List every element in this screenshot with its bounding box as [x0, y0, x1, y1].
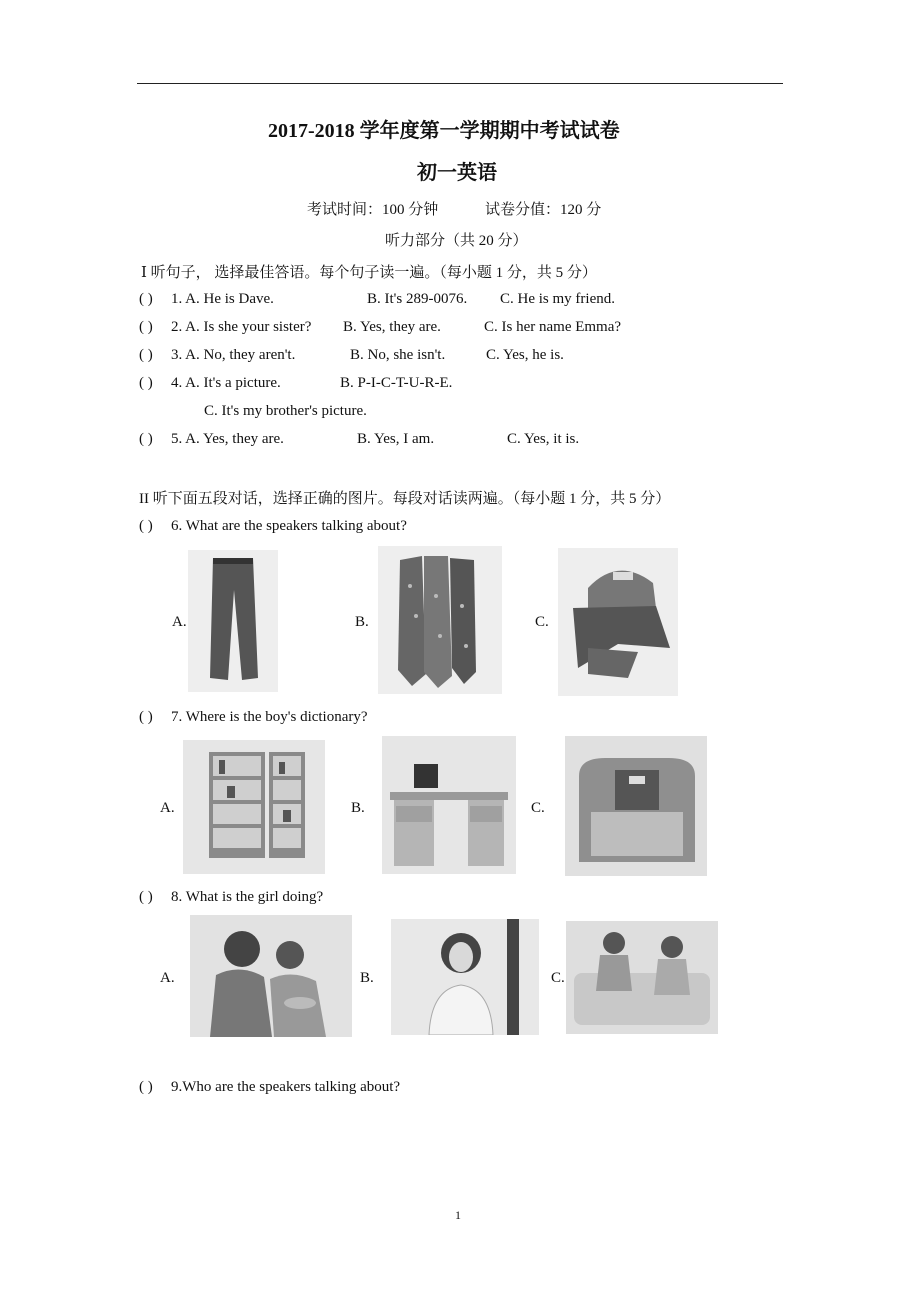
answer-blank[interactable]: ( ) — [139, 889, 153, 905]
answer-blank[interactable]: ( ) — [139, 518, 153, 534]
girls-eating-picture[interactable] — [190, 915, 352, 1037]
q4-option-b: B. P-I-C-T-U-R-E. — [340, 375, 453, 391]
jeans-picture[interactable] — [188, 550, 278, 692]
header-rule — [137, 83, 783, 84]
page-number: 1 — [455, 1208, 461, 1222]
q6-label-c: C. — [535, 614, 549, 630]
q3-option-b: B. No, she isn't. — [350, 347, 446, 363]
q1-option-c: C. He is my friend. — [500, 291, 615, 307]
q9-question: 9.Who are the speakers talking about? — [171, 1079, 401, 1095]
answer-blank[interactable]: ( ) — [139, 1079, 153, 1095]
ties-picture[interactable] — [378, 546, 502, 694]
q8-label-a: A. — [160, 970, 175, 986]
q1-option-b: B. It's 289-0076. — [367, 291, 468, 307]
q7-question: 7. Where is the boy's dictionary? — [171, 709, 368, 725]
q1-option-a: 1. A. He is Dave. — [171, 291, 274, 307]
q7-label-a: A. — [160, 800, 175, 816]
listening-heading: 听力部分（共 20 分） — [385, 233, 528, 249]
answer-blank[interactable]: ( ) — [139, 375, 153, 391]
answer-blank[interactable]: ( ) — [139, 291, 153, 307]
q8-question: 8. What is the girl doing? — [171, 889, 324, 905]
answer-blank[interactable]: ( ) — [139, 319, 153, 335]
q5-option-c: C. Yes, it is. — [507, 431, 580, 447]
q2-option-c: C. Is her name Emma? — [484, 319, 622, 335]
section1-instruction: Ⅰ 听句子， 选择最佳答语。每个句子读一遍。（每小题 1 分，共 5 分） — [141, 265, 597, 281]
q6-label-b: B. — [355, 614, 369, 630]
girl-phone-picture[interactable] — [391, 919, 539, 1035]
q4-option-c: C. It's my brother's picture. — [204, 403, 367, 419]
subject-title: 初一英语 — [417, 162, 497, 184]
cap-picture[interactable] — [558, 548, 678, 696]
q4-option-a: 4. A. It's a picture. — [171, 375, 281, 391]
q2-option-a: 2. A. Is she your sister? — [171, 319, 312, 335]
exam-score: 试卷分值：120 分 — [485, 202, 602, 218]
q7-label-c: C. — [531, 800, 545, 816]
q8-label-c: C. — [551, 970, 565, 986]
exam-title: 2017-2018 学年度第一学期期中考试试卷 — [268, 120, 620, 142]
q5-option-b: B. Yes, I am. — [357, 431, 435, 447]
q3-option-a: 3. A. No, they aren't. — [171, 347, 296, 363]
q6-question: 6. What are the speakers talking about? — [171, 518, 407, 534]
q3-option-c: C. Yes, he is. — [486, 347, 564, 363]
exam-time: 考试时间：100 分钟 — [307, 202, 439, 218]
q5-option-a: 5. A. Yes, they are. — [171, 431, 284, 447]
q8-label-b: B. — [360, 970, 374, 986]
armchair-picture[interactable] — [565, 736, 707, 876]
girls-sofa-picture[interactable] — [566, 921, 718, 1034]
answer-blank[interactable]: ( ) — [139, 709, 153, 725]
q2-option-b: B. Yes, they are. — [343, 319, 441, 335]
q7-label-b: B. — [351, 800, 365, 816]
section2-instruction: II 听下面五段对话，选择正确的图片。每段对话读两遍。（每小题 1 分，共 5 分） — [139, 491, 671, 507]
bookcase-picture[interactable] — [183, 740, 325, 874]
desk-picture[interactable] — [382, 736, 516, 874]
answer-blank[interactable]: ( ) — [139, 431, 153, 447]
answer-blank[interactable]: ( ) — [139, 347, 153, 363]
q6-label-a: A. — [172, 614, 187, 630]
